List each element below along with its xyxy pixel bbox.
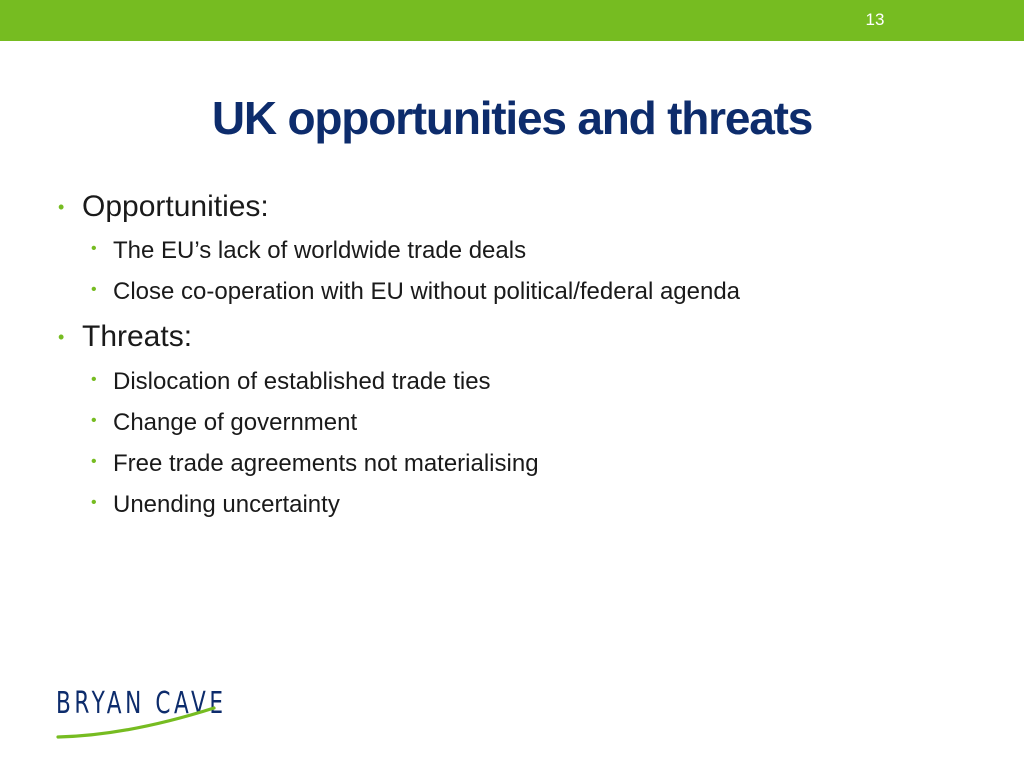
- bullet-icon: •: [91, 281, 97, 298]
- sub-bullet-item: [91, 409, 358, 437]
- slide-number: 13: [865, 10, 885, 29]
- top-bar: [0, 0, 1024, 41]
- sub-bullet-text: Dislocation of established trade ties: [113, 368, 491, 395]
- sub-bullet-text: Free trade agreements not materialising: [113, 450, 539, 477]
- sub-bullet-item: [91, 237, 527, 265]
- sub-bullet-text: Close co-operation with EU without political/federal agenda: [113, 278, 741, 305]
- bullet-icon: •: [91, 494, 97, 511]
- sub-bullet-item: [91, 450, 539, 478]
- sub-bullet-item: [91, 368, 491, 396]
- bullet-heading: Threats:: [82, 320, 193, 353]
- bullet-icon: •: [58, 327, 65, 347]
- bullet-icon: •: [91, 240, 97, 257]
- bullet-item-opportunities: [58, 190, 269, 224]
- bullet-icon: •: [91, 453, 97, 470]
- swoosh-icon: [56, 706, 216, 742]
- bullet-icon: •: [91, 412, 97, 429]
- bullet-heading: Opportunities:: [82, 190, 269, 223]
- bryan-cave-logo: [56, 686, 227, 742]
- bullet-item-threats: [58, 320, 193, 354]
- sub-bullet-text: The EU’s lack of worldwide trade deals: [113, 237, 527, 264]
- sub-bullet-text: Unending uncertainty: [113, 491, 340, 518]
- sub-bullet-item: [91, 278, 741, 306]
- logo-text: BRYAN CAVE: [56, 686, 227, 721]
- sub-bullet-item: [91, 491, 340, 519]
- bullet-icon: •: [58, 197, 65, 217]
- slide-title: UK opportunities and threats: [211, 92, 813, 144]
- bullet-icon: •: [91, 371, 97, 388]
- sub-bullet-text: Change of government: [113, 409, 358, 436]
